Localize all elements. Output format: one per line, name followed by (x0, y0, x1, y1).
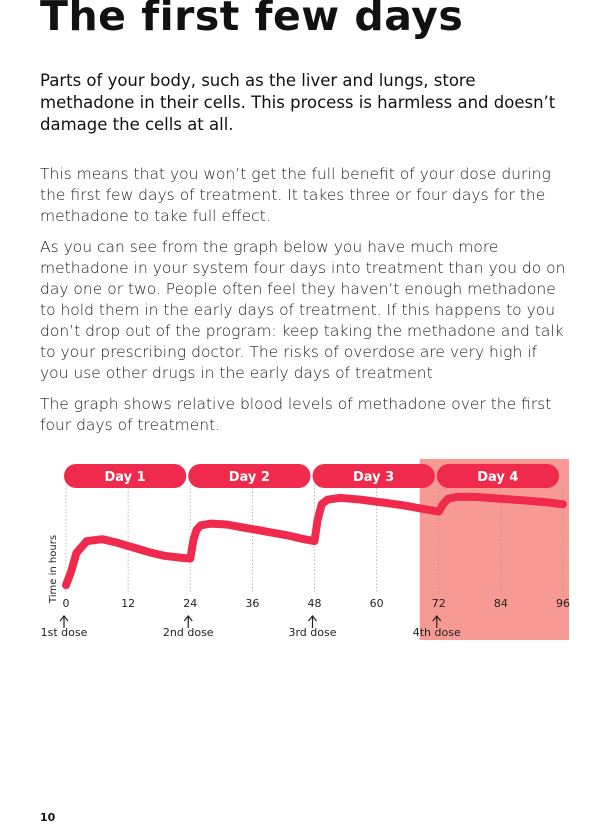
x-tick-label-36: 36 (245, 597, 260, 610)
body-paragraph-2: As you can see from the graph below you have much more methadone in your system four days into treatment than you do on day one or two. People often feel they haven’t enough methadone to hold them in the early days of treatment. If this happens to you don’t drop out of the program: keep taking the methadone and talk to your prescribing doctor. The risks of overdose are very high if you use other drugs in the early days of treatment (40, 238, 566, 382)
x-tick-label-60: 60 (369, 597, 384, 610)
page-number: 10 (40, 811, 56, 824)
x-tick-label-72: 72 (431, 597, 446, 610)
methadone-levels-chart (0, 455, 600, 655)
x-tick-label-0: 0 (62, 597, 70, 610)
dose-label-3: 3rd dose (288, 626, 337, 639)
day-band-label-2: Day 2 (228, 470, 270, 485)
lead-paragraph: Parts of your body, such as the liver and lungs, store methadone in their cells. This process is harmless and doesn’t damage the cells at all. (40, 71, 556, 134)
page-title: The first few days (40, 0, 464, 40)
x-tick-label-24: 24 (183, 597, 198, 610)
dose-label-2: 2nd dose (162, 626, 214, 639)
body-paragraph-1: This means that you won’t get the full benefit of your dose during the first few days of treatment. It takes three or four days for the methadone to take full effect. (40, 165, 551, 225)
x-tick-label-48: 48 (307, 597, 322, 610)
body-paragraph-3: The graph shows relative blood levels of methadone over the first four days of treatment. (40, 395, 552, 434)
x-tick-label-96: 96 (556, 597, 570, 610)
day-band-label-3: Day 3 (353, 470, 395, 485)
x-axis-title: Time in hours (48, 534, 59, 604)
day-band-label-1: Day 1 (104, 470, 146, 485)
dose-label-4: 4th dose (412, 626, 461, 639)
x-tick-label-84: 84 (493, 597, 508, 610)
x-tick-label-12: 12 (121, 597, 136, 610)
dose-label-1: 1st dose (40, 626, 88, 639)
day-band-label-4: Day 4 (477, 470, 519, 485)
